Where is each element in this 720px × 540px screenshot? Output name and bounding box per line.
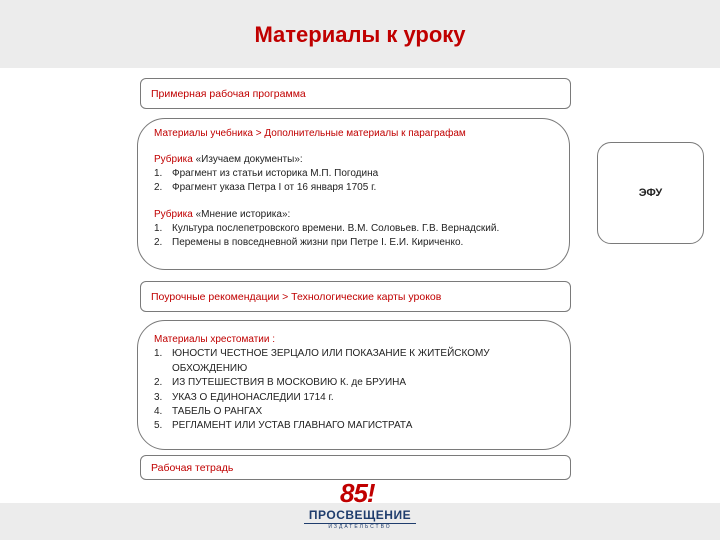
efu-button[interactable]: [597, 142, 704, 244]
rubric-word: Рубрика: [154, 209, 193, 220]
list-item[interactable]: 2. ИЗ ПУТЕШЕСТВИЯ В МОСКОВИЮ К. де БРУИНА: [154, 377, 407, 389]
list-item[interactable]: 1. ЮНОСТИ ЧЕСТНОЕ ЗЕРЦАЛО ИЛИ ПОКАЗАНИЕ К ЖИТЕЙСКОМУ ОБХОЖДЕНИЮ: [154, 348, 490, 374]
rubric-historian: [154, 208, 555, 222]
reader-heading[interactable]: Материалы хрестоматии :: [154, 334, 276, 345]
list-item[interactable]: 2. Перемены в повседневной жизни при Петре I. Е.И. Кириченко.: [154, 237, 464, 248]
publisher-subtitle: ИЗДАТЕЛЬСТВО: [328, 524, 392, 530]
program-label: Примерная рабочая программа: [151, 87, 306, 100]
list-item[interactable]: 3. УКАЗ О ЕДИНОНАСЛЕДИИ 1714 г.: [154, 391, 334, 403]
textbook-materials-panel: [137, 118, 570, 270]
lessons-label: Поурочные рекомендации > Технологические карты уроков: [151, 290, 442, 303]
reader-materials-panel: [137, 320, 571, 450]
rubric-documents-list: [154, 167, 555, 195]
rubric-title: «Изучаем документы»:: [192, 154, 303, 165]
rubric-title: «Мнение историка»:: [192, 209, 291, 220]
publisher-name: ПРОСВЕЩЕНИЕ: [308, 508, 412, 522]
anniversary-number: 85!: [340, 478, 375, 508]
list-item[interactable]: 5. РЕГЛАМЕНТ ИЛИ УСТАВ ГЛАВНАГО МАГИСТРАТА: [154, 420, 413, 432]
page-title: Материалы к уроку: [254, 22, 466, 47]
list-item[interactable]: 1. Фрагмент из статьи историка М.П. Погодина: [154, 168, 379, 179]
materials-heading[interactable]: Материалы учебника > Дополнительные материалы к параграфам: [154, 128, 466, 139]
rubric-word: Рубрика: [154, 154, 193, 165]
reader-list: [154, 347, 556, 433]
list-item[interactable]: 2. Фрагмент указа Петра I от 16 января 1705 г.: [154, 182, 377, 193]
rubric-historian-list: [154, 222, 555, 250]
program-link[interactable]: [140, 78, 571, 109]
workbook-label: Рабочая тетрадь: [151, 461, 234, 474]
rubric-documents: [154, 153, 555, 167]
list-item[interactable]: 4. ТАБЕЛЬ О РАНГАХ: [154, 406, 263, 418]
publisher-logo: [300, 478, 420, 538]
list-item[interactable]: 1. Культура послепетровского времени. В.М. Соловьев. Г.В. Вернадский.: [154, 223, 500, 234]
workbook-link[interactable]: [140, 455, 571, 480]
efu-label: ЭФУ: [638, 187, 663, 199]
lesson-recommendations-link[interactable]: [140, 281, 571, 312]
